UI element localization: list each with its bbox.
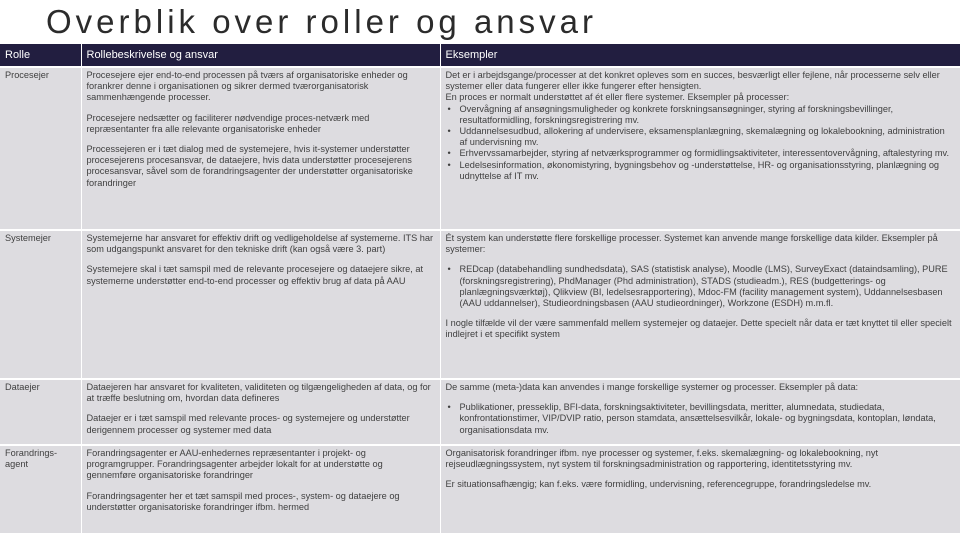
description-cell	[81, 230, 440, 379]
examples-cell	[440, 230, 960, 379]
table-row	[0, 445, 960, 534]
header-examples: Eksempler	[440, 44, 960, 67]
description-paragraph: Procesejere ejer end-to-end processen på tværs af organisatoriske enheder og forankrer denne i organisationen og sikrer dermed tværorganisatorisk sammenhængende processer.	[86, 70, 408, 103]
header-description: Rollebeskrivelse og ansvar	[81, 44, 440, 67]
examples-list	[446, 264, 955, 309]
description-paragraph: Systemejere skal i tæt samspil med de relevante procesejere og dataejere sikre, at systemerne understøtter end-to-end processer og effektiv brug af data på AAU	[86, 264, 424, 286]
description-paragraph: Dataejeren har ansvaret for kvaliteten, validiteten og tilgængeligheden af data, og for at træffe beslutning om, hvordan data defineres	[86, 382, 431, 404]
header-role: Rolle	[0, 44, 81, 67]
description-paragraph: Procesejere nedsætter og faciliterer nødvendige proces-netværk med repræsentanter fra alle relevante organisatoriske enheder	[86, 112, 370, 134]
examples-intro: Det er i arbejdsgange/processer at det konkret opleves som en succes, besværligt eller fejlene, når processerne selv eller systemer eller data fungerer eller ikke fungerer efter hensigten.	[445, 70, 940, 92]
examples-outro: Er situationsafhængig; kan f.eks. være formidling, undervisning, referencegruppe, forandringsledelse mv.	[445, 479, 872, 490]
description-paragraph: Forandringsagenter er AAU-enhedernes repræsentanter i projekt- og programgrupper. Forandringsagenter arbejder lokalt for at understøtte og gennemføre organisatoriske forandringer	[86, 448, 383, 481]
examples-list	[446, 104, 955, 182]
description-paragraph: Processejeren er i tæt dialog med de systemejere, hvis it-systemer understøtter procesejerens procesansvar, de dataejere, hvis data understøtter procesejerens procesansvar, såvel som de forandringsagenter der understøtter organisatoriske forandringer	[86, 144, 413, 188]
examples-cell	[440, 379, 960, 445]
list-item: • Uddannelsesudbud, allokering af undervisere, eksamensplanlægning, skemalægning og lokalebookning, administration af undervisning mv.	[460, 126, 955, 148]
description-paragraph: Systemejerne har ansvaret for effektiv drift og vedligeholdelse af systemerne. ITS har som udgangspunkt ansvaret for den tekniske drift (kan også være 3. part)	[86, 233, 434, 255]
list-item: • Ledelsesinformation, økonomistyring, bygningsbehov og -understøttelse, HR- og organisationsstyring, planlægning og udnyttelse af IT mv.	[460, 160, 955, 182]
examples-intro: Ét system kan understøtte flere forskellige processer. Systemet kan anvende mange forskellige data kilder. Eksempler på systemer:	[445, 233, 938, 255]
description-cell	[81, 379, 440, 445]
examples-outro: I nogle tilfælde vil der være sammenfald mellem systemejer og dataejer. Dette specielt når data er tæt knyttet til eller specielt indlejret i et specifikt system	[445, 318, 952, 340]
description-paragraph: Forandringsagenter her et tæt samspil med proces-, system- og dataejere og understøtter organisatoriske forandringer ifbm. hermed	[86, 490, 400, 512]
list-item: • REDcap (databehandling sundhedsdata), SAS (statistisk analyse), Moodle (LMS), SurveyExact (dataindsamling), PURE (forskningsregistrering), PhdManager (Phd administration), STADS (studieadm.), RES (budgetterings- og planlægningsværktøj), Qlikview (BI, ledelsesrapportering), Mdoc-FM (facility management system), Uddannelsesbasen (AAU uddannelser), Studieordningsbasen (AAU studieordninger), Workzone (ESDH) m.m.fl.	[460, 264, 955, 309]
examples-list	[446, 402, 955, 436]
role-cell: Procesejer	[0, 67, 81, 230]
role-cell: Dataejer	[0, 379, 81, 445]
role-cell: Forandrings-agent	[0, 445, 81, 534]
description-cell	[81, 67, 440, 230]
examples-intro: De samme (meta-)data kan anvendes i mange forskellige systemer og processer. Eksempler på data:	[445, 382, 859, 392]
list-item: • Publikationer, presseklip, BFI-data, forskningsaktiviteter, bevillingsdata, meritter, alumnedata, studiedata, konfrontationstimer, VIP/DVIP ratio, person stamdata, ansættelsesvilkår, lokale- og bygningsdata, kontoplan, løndata, organisationsdata mv.	[460, 402, 955, 436]
table-row	[0, 67, 960, 230]
page-title: Overblik over roller og ansvar	[46, 3, 597, 40]
role-cell: Systemejer	[0, 230, 81, 379]
table-row	[0, 379, 960, 445]
list-item: • Erhvervssamarbejder, styring af netværksprogrammer og formidlingsaktiviteter, interessentovervågning, aftalestyring mv.	[460, 148, 955, 159]
list-item: • Overvågning af ansøgningsmuligheder og konkrete forskningsansøgninger, styring af forskningsbevillinger, resultatformidling, forskningsregistrering mv.	[460, 104, 955, 126]
examples-cell	[440, 445, 960, 534]
examples-cell	[440, 67, 960, 230]
roles-table	[0, 44, 960, 535]
table-header-row	[0, 44, 960, 67]
table-row	[0, 230, 960, 379]
examples-intro: En proces er normalt understøttet af ét eller flere systemer. Eksempler på processer:	[445, 92, 790, 103]
description-paragraph: Dataejer er i tæt samspil med relevante proces- og systemejere og understøtter derigennem processer og systemer med data	[86, 413, 410, 435]
description-cell	[81, 445, 440, 534]
examples-intro: Organisatorisk forandringer ifbm. nye processer og systemer, f.eks. skemalægning- og lokalebookning, nyt rejseudlægningssystem, nyt system til forskningsadministration og rapportering, identitetsstyring mv.	[445, 448, 879, 470]
